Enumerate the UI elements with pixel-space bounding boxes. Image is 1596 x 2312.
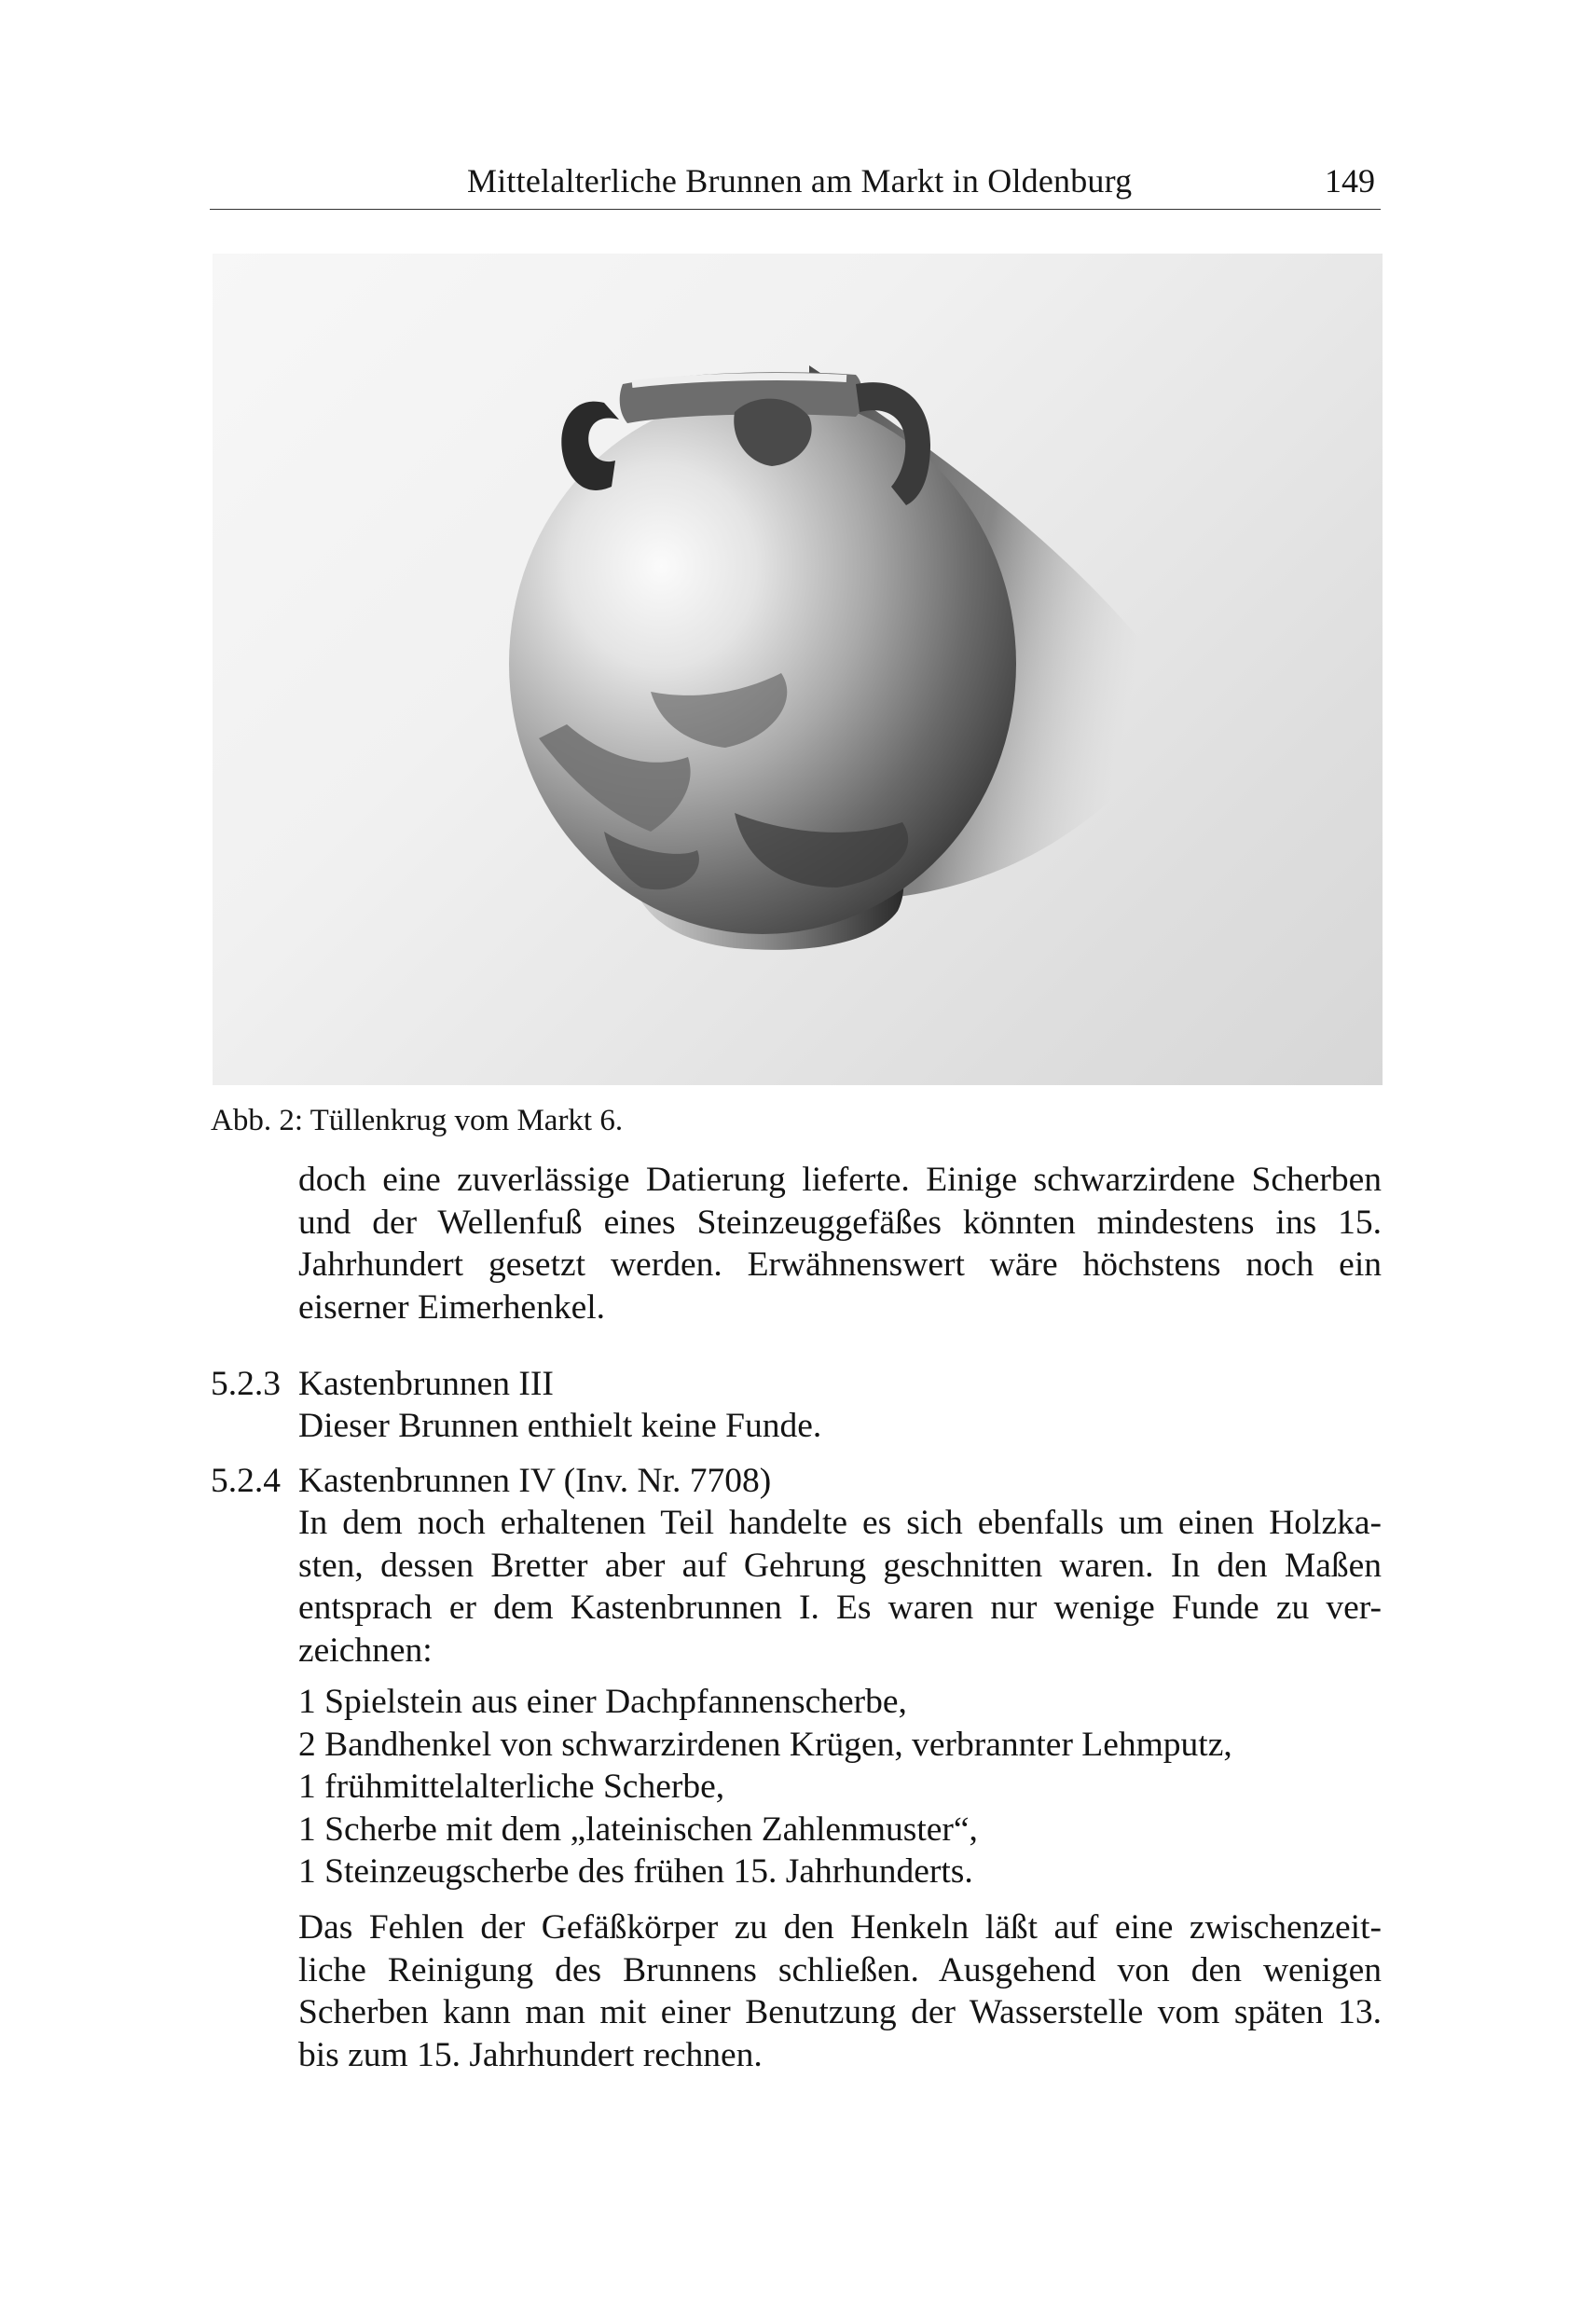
figure-caption: Abb. 2: Tüllenkrug vom Markt 6. [211,1104,624,1137]
section-number: 5.2.4 [211,1462,281,1500]
text-line: doch eine zuverlässige Datierung lieferte. Einige schwarzirdene Scherben [298,1161,1382,1199]
list-item: 1 Spielstein aus einer Dachpfannenscherbe, [298,1683,907,1721]
text-line: und der Wellenfuß eines Steinzeuggefäßes könnten mindestens ins 15. [298,1203,1382,1242]
text-line: Das Fehlen der Gefäßkörper zu den Henkeln läßt auf eine zwischenzeit- [298,1908,1382,1947]
section-5-2-4-intro [298,1502,1382,1672]
list-item: 2 Bandhenkel von schwarzirdenen Krügen, verbrannter Lehmputz, [298,1725,1232,1764]
section-title: Kastenbrunnen III [298,1365,554,1403]
text-line: liche Reinigung des Brunnens schließen. Ausgehend von den wenigen [298,1950,1382,1989]
text-line: Scherben kann man mit einer Benutzung der Wasserstelle vom späten 13. [298,1993,1382,2031]
closing-paragraph [298,1906,1382,2076]
list-item: 1 frühmittelalterliche Scherbe, [298,1768,725,1806]
list-item: 1 Steinzeugscherbe des frühen 15. Jahrhunderts. [298,1852,973,1891]
section-title: Kastenbrunnen IV (Inv. Nr. 7708) [298,1462,772,1500]
jug-photograph [213,254,1383,1085]
text-line: In dem noch erhaltenen Teil handelte es sich ebenfalls um einen Holzka- [298,1504,1382,1542]
text-line: entsprach er dem Kastenbrunnen I. Es waren nur wenige Funde zu ver- [298,1589,1382,1627]
text-line: eiserner Eimerhenkel. [298,1287,606,1327]
page-number: 149 [1325,162,1375,200]
text-line: sten, dessen Bretter aber auf Gehrung geschnitten waren. In den Maßen [298,1546,1382,1585]
text-line: Jahrhundert gesetzt werden. Erwähnenswert wäre höchstens noch ein [298,1245,1382,1284]
running-title: Mittelalterliche Brunnen am Markt in Oldenburg [467,162,1133,200]
section-5-2-3-text [298,1405,1382,1448]
running-header [210,157,1381,210]
jug-illustration [213,254,1383,1085]
text-line: bis zum 15. Jahrhundert rechnen. [298,2035,763,2074]
text-line: Dieser Brunnen enthielt keine Funde. [298,1407,822,1445]
list-item: 1 Scherbe mit dem „lateinischen Zahlenmuster“, [298,1810,978,1849]
finds-list [298,1681,1382,1893]
section-number: 5.2.3 [211,1365,281,1403]
text-line: zeichnen: [298,1631,433,1670]
continued-paragraph [298,1159,1382,1328]
